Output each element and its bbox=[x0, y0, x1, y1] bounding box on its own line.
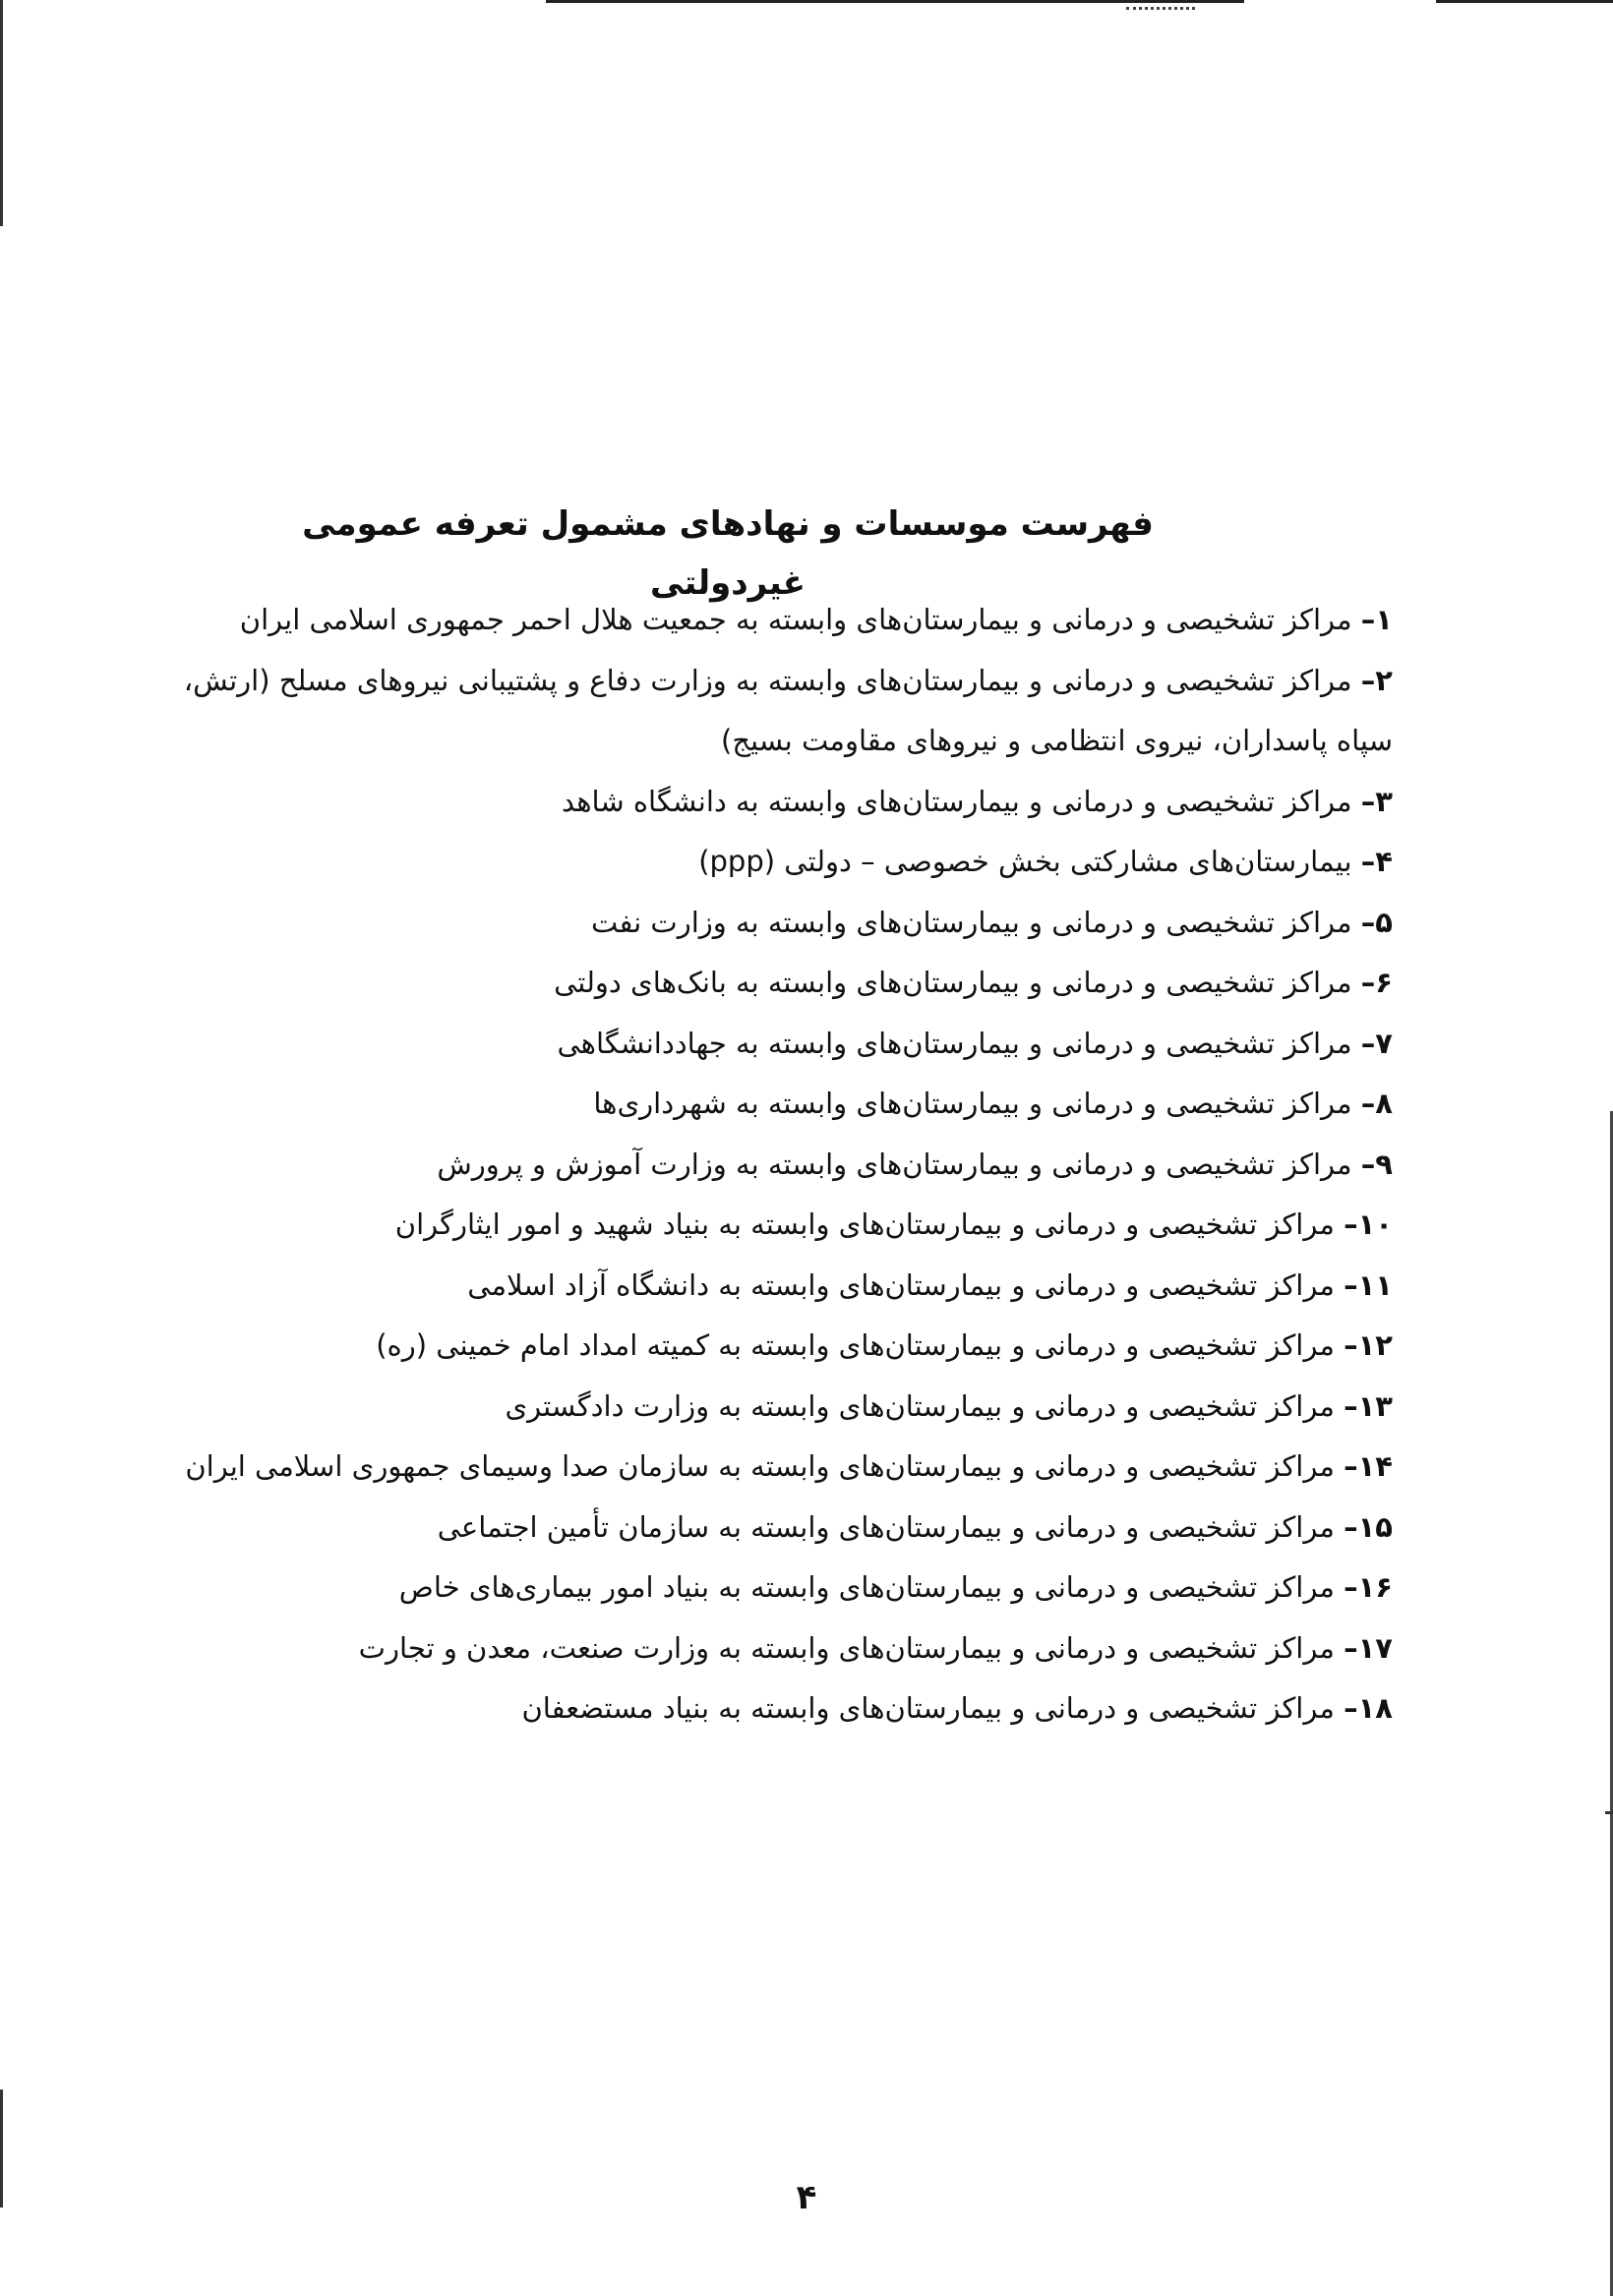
item-separator: – bbox=[1360, 1147, 1376, 1181]
list-item bbox=[212, 1377, 1393, 1438]
list-item bbox=[212, 1074, 1393, 1135]
item-number: ۸ bbox=[1375, 1087, 1393, 1120]
list-item bbox=[183, 651, 1393, 772]
list-item bbox=[212, 1014, 1393, 1075]
item-separator: – bbox=[1344, 1509, 1358, 1544]
list-item bbox=[212, 1256, 1393, 1317]
item-separator: – bbox=[1360, 845, 1376, 878]
top-border-line-right bbox=[1436, 0, 1613, 3]
left-edge-mark bbox=[0, 2090, 3, 2208]
item-text: مراکز تشخیصی و درمانی و بیمارستان‌های وابسته به جهاددانشگاهی bbox=[557, 1026, 1352, 1060]
list-item bbox=[212, 893, 1393, 954]
item-separator: – bbox=[1360, 1026, 1376, 1060]
item-number: ۱۴ bbox=[1357, 1449, 1393, 1483]
page-number: ۴ bbox=[796, 2178, 817, 2217]
item-text: مراکز تشخیصی و درمانی و بیمارستان‌های وابسته به شهرداری‌ها bbox=[593, 1087, 1352, 1120]
item-text: مراکز تشخیصی و درمانی و بیمارستان‌های وابسته به سازمان صدا وسیمای جمهوری اسلامی ایران bbox=[185, 1449, 1335, 1483]
item-text: مراکز تشخیصی و درمانی و بیمارستان‌های وابسته به وزارت دادگستری bbox=[505, 1388, 1335, 1423]
item-separator: – bbox=[1344, 1328, 1358, 1362]
list-item bbox=[212, 1619, 1393, 1679]
item-text: مراکز تشخیصی و درمانی و بیمارستان‌های وابسته به وزارت صنعت، معدن و تجارت bbox=[358, 1630, 1335, 1665]
item-number: ۱۸ bbox=[1357, 1691, 1393, 1725]
top-dotted-mark bbox=[1126, 0, 1195, 10]
item-separator: – bbox=[1360, 905, 1376, 939]
item-number: ۲ bbox=[1375, 663, 1393, 697]
list-item bbox=[212, 1195, 1393, 1256]
item-separator: – bbox=[1344, 1207, 1358, 1241]
item-text: مراکز تشخیصی و درمانی و بیمارستان‌های وابسته به بنیاد امور بیماری‌های خاص bbox=[398, 1570, 1335, 1604]
list-item bbox=[212, 832, 1393, 893]
item-number: ۱۶ bbox=[1357, 1570, 1393, 1604]
item-separator: – bbox=[1360, 784, 1376, 818]
item-separator: – bbox=[1360, 1087, 1376, 1120]
item-text: مراکز تشخیصی و درمانی و بیمارستان‌های وابسته به دانشگاه شاهد bbox=[561, 784, 1352, 818]
item-separator: – bbox=[1360, 663, 1376, 697]
list-item bbox=[185, 1437, 1393, 1498]
list-item bbox=[212, 772, 1393, 833]
item-separator: – bbox=[1360, 966, 1376, 999]
page-title: فهرست موسسات و نهادهای مشمول تعرفه عمومی غیردولتی bbox=[302, 503, 1154, 603]
item-number: ۱۷ bbox=[1357, 1630, 1393, 1665]
list-item bbox=[212, 590, 1393, 651]
item-number: ۳ bbox=[1375, 784, 1393, 818]
list-item bbox=[212, 1316, 1393, 1377]
item-number: ۱۲ bbox=[1357, 1328, 1393, 1362]
item-text: مراکز تشخیصی و درمانی و بیمارستان‌های وابسته به دانشگاه آزاد اسلامی bbox=[467, 1267, 1335, 1302]
item-separator: – bbox=[1344, 1388, 1358, 1423]
item-text: مراکز تشخیصی و درمانی و بیمارستان‌های وابسته به جمعیت هلال احمر جمهوری اسلامی ایران bbox=[239, 603, 1352, 636]
item-text: مراکز تشخیصی و درمانی و بیمارستان‌های وابسته به وزارت آموزش و پرورش bbox=[437, 1147, 1352, 1181]
list-item bbox=[212, 1558, 1393, 1619]
item-number: ۱۵ bbox=[1357, 1509, 1393, 1544]
institution-list bbox=[183, 590, 1393, 1739]
item-number: ۱۱ bbox=[1357, 1267, 1393, 1302]
list-item bbox=[212, 953, 1393, 1014]
item-number: ۶ bbox=[1375, 966, 1393, 999]
item-separator: – bbox=[1360, 603, 1376, 636]
item-text: مراکز تشخیصی و درمانی و بیمارستان‌های وابسته به سازمان تأمین اجتماعی bbox=[437, 1509, 1335, 1544]
item-number: ۱ bbox=[1375, 603, 1393, 636]
item-separator: – bbox=[1344, 1570, 1358, 1604]
item-text: مراکز تشخیصی و درمانی و بیمارستان‌های وابسته به وزارت دفاع و پشتیبانی نیروهای مسلح (ارتش، bbox=[183, 663, 1352, 697]
scan-artifact-dash bbox=[1605, 1811, 1613, 1814]
item-number: ۹ bbox=[1375, 1147, 1393, 1181]
item-separator: – bbox=[1344, 1267, 1358, 1302]
item-text-continuation: سپاه پاسداران، نیروی انتظامی و نیروهای مقاومت بسیج) bbox=[721, 724, 1393, 757]
item-number: ۵ bbox=[1375, 905, 1393, 939]
left-edge-mark bbox=[0, 0, 3, 226]
item-number: ۱۰ bbox=[1357, 1207, 1393, 1241]
item-text: مراکز تشخیصی و درمانی و بیمارستان‌های وابسته به وزارت نفت bbox=[590, 905, 1352, 939]
item-text: مراکز تشخیصی و درمانی و بیمارستان‌های وابسته به کمیته امداد امام خمینی (ره) bbox=[376, 1328, 1335, 1362]
list-item bbox=[212, 1678, 1393, 1739]
item-separator: – bbox=[1344, 1449, 1358, 1483]
item-number: ۴ bbox=[1375, 845, 1393, 878]
item-separator: – bbox=[1344, 1630, 1358, 1665]
item-separator: – bbox=[1344, 1691, 1358, 1725]
item-text: مراکز تشخیصی و درمانی و بیمارستان‌های وابسته به بنیاد مستضعفان bbox=[521, 1691, 1335, 1725]
list-item bbox=[212, 1135, 1393, 1196]
item-text: مراکز تشخیصی و درمانی و بیمارستان‌های وابسته به بانک‌های دولتی bbox=[554, 966, 1352, 999]
list-item bbox=[212, 1498, 1393, 1559]
item-text: بیمارستان‌های مشارکتی بخش خصوصی – دولتی (ppp) bbox=[698, 845, 1352, 878]
item-number: ۷ bbox=[1375, 1026, 1393, 1060]
item-text: مراکز تشخیصی و درمانی و بیمارستان‌های وابسته به بنیاد شهید و امور ایثارگران bbox=[394, 1207, 1335, 1241]
item-number: ۱۳ bbox=[1357, 1388, 1393, 1423]
